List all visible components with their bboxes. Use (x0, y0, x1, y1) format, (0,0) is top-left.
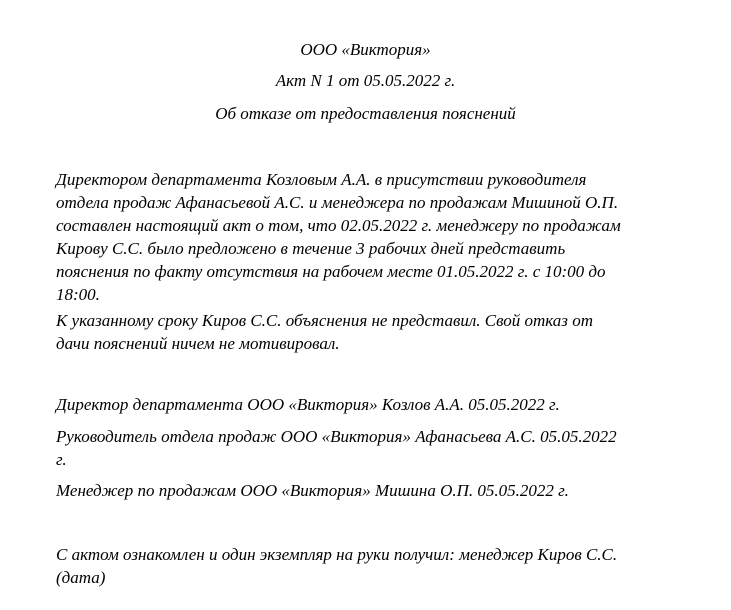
text-line: Директор департамента ООО «Виктория» Козлов А.А. 05.05.2022 г. (56, 395, 560, 414)
text-line: Руководитель отдела продаж ООО «Виктория» Афанасьева А.С. 05.05.2022 (56, 427, 617, 446)
signature-director (56, 393, 696, 416)
organization-name: ООО «Виктория» (300, 40, 431, 59)
signature-sales-manager (56, 479, 696, 502)
act-body-paragraph-1 (56, 168, 696, 306)
text-line: пояснения по факту отсутствия на рабочем месте 01.05.2022 г. с 10:00 до (56, 262, 606, 281)
act-subject: Об отказе от предоставления пояснений (215, 104, 516, 123)
signature-sales-head (56, 425, 696, 471)
acknowledgement (56, 543, 696, 589)
text-line: Менеджер по продажам ООО «Виктория» Мишина О.П. 05.05.2022 г. (56, 481, 569, 500)
text-line: Кирову С.С. было предложено в течение 3 рабочих дней представить (56, 239, 566, 258)
act-number: Акт N 1 от 05.05.2022 г. (275, 71, 456, 90)
text-line: составлен настоящий акт о том, что 02.05.2022 г. менеджеру по продажам (56, 216, 621, 235)
text-line: С актом ознакомлен и один экземпляр на руки получил: менеджер Киров С.С. (56, 545, 618, 564)
text-line: отдела продаж Афанасьевой А.С. и менеджера по продажам Мишиной О.П. (56, 193, 619, 212)
text-line: дачи пояснений ничем не мотивировал. (56, 334, 340, 353)
act-body-paragraph-2 (56, 309, 696, 355)
text-line: (дата) (56, 568, 106, 587)
text-line: Директором департамента Козловым А.А. в присутствии руководителя (56, 170, 587, 189)
text-line: К указанному сроку Киров С.С. объяснения не представил. Свой отказ от (56, 311, 593, 330)
text-line: г. (56, 450, 67, 469)
text-line: 18:00. (56, 285, 100, 304)
